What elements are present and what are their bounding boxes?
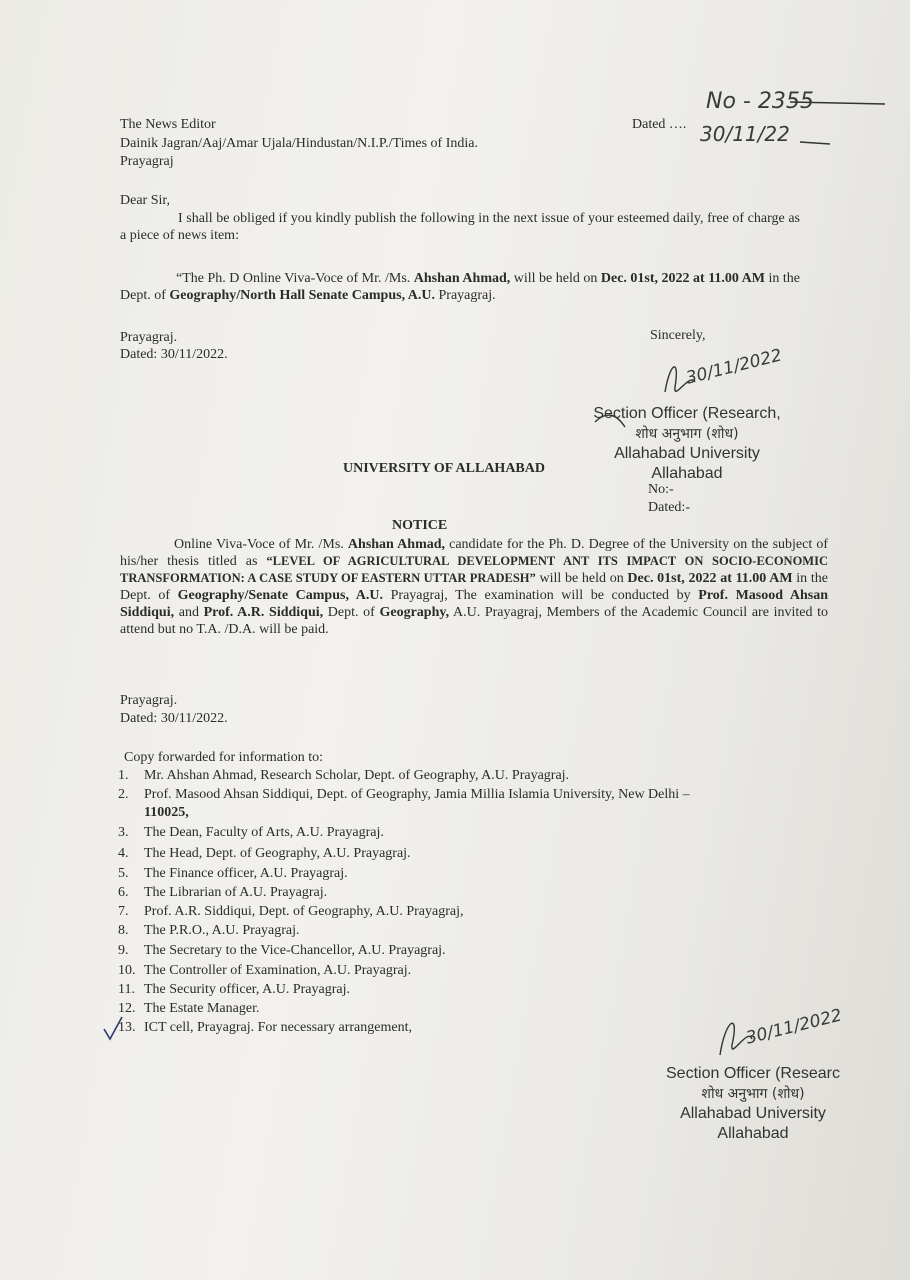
stamp-line-2: शोध अनुभाग (शोध): [701, 1086, 805, 1102]
handwritten-reference-number: No - 2355: [706, 89, 814, 114]
notice-dated: Dated: 30/11/2022.: [120, 711, 228, 726]
letter-body: I shall be obliged if you kindly publish the following in the next issue of your esteemed daily, free of charge as a piece of news item:: [120, 211, 800, 243]
list-item: 11. The Security officer, A.U. Prayagraj.: [118, 982, 351, 997]
tick-mark: [100, 1015, 130, 1045]
notice-paragraph: Online Viva-Voce of Mr. /Ms. Ahshan Ahmad, candidate for the Ph. D. Degree of the University on the subject of his/her thesis titled as “LEVEL OF AGRICULTURAL DEVELOPMENT ANT ITS IMPACT ON SOCIO-ECONOMIC TRANSFORMATION: A CASE STUDY OF EASTERN UTTAR PRADESH” will be held on Dec. 01st, 2022 at 11.00 AM in the Dept. of Geography/Senate Campus, A.U. Prayagraj, The examination will be conducted by Prof. Masood Ahsan Siddiqui, and Prof. A.R. Siddiqui, Dept. of Geography, A.U. Prayagraj, Members of the Academic Council are invited to attend but no T.A. /D.A. will be paid.: [120, 537, 828, 637]
list-item: 110025,: [144, 805, 189, 820]
list-item: 10. The Controller of Examination, A.U. Prayagraj.: [118, 963, 412, 978]
addressee-line-1: The News Editor: [120, 117, 216, 132]
university-name: UNIVERSITY OF ALLAHABAD: [343, 461, 545, 476]
notice-dated-label: Dated:-: [648, 500, 690, 515]
list-item: 2. Prof. Masood Ahsan Siddiqui, Dept. of Geography, Jamia Millia Islamia University, New Delhi –: [118, 787, 690, 802]
section-officer-stamp-2: [648, 1064, 858, 1144]
stamp-line-4: Allahabad: [651, 465, 723, 482]
list-item: 5. The Finance officer, A.U. Prayagraj.: [118, 866, 348, 881]
list-item: 7. Prof. A.R. Siddiqui, Dept. of Geography, A.U. Prayagraj,: [118, 904, 464, 919]
list-item: 6. The Librarian of A.U. Prayagraj.: [118, 885, 328, 900]
stamp-line-4: Allahabad: [717, 1125, 789, 1142]
list-item: 12. The Estate Manager.: [118, 1001, 260, 1016]
salutation: Dear Sir,: [120, 193, 170, 208]
stamp-line-3: Allahabad University: [680, 1105, 826, 1122]
stamp-line-1: Section Officer (Research,: [593, 405, 781, 422]
notice-title: NOTICE: [392, 518, 448, 533]
addressee-line-3: Prayagraj: [120, 154, 174, 169]
signature-date: 30/11/2022: [684, 345, 784, 389]
handwritten-underline: [790, 100, 890, 150]
list-item: 9. The Secretary to the Vice-Chancellor, A.U. Prayagraj.: [118, 943, 446, 958]
handwritten-date: 30/11/22: [700, 122, 790, 146]
copy-heading: Copy forwarded for information to:: [124, 750, 324, 765]
list-item: 13. ICT cell, Prayagraj. For necessary arrangement,: [118, 1020, 412, 1035]
notice-no-label: No:-: [648, 482, 674, 497]
letter-place: Prayagraj.: [120, 330, 178, 345]
letter-dated: Dated: 30/11/2022.: [120, 347, 228, 362]
list-item: 3. The Dean, Faculty of Arts, A.U. Prayagraj.: [118, 825, 384, 840]
signature-date-2: 30/11/2022: [744, 1005, 844, 1049]
dated-label: Dated ….: [632, 117, 687, 132]
section-officer-stamp: [582, 404, 792, 484]
list-item: 4. The Head, Dept. of Geography, A.U. Prayagraj.: [118, 846, 411, 861]
stamp-line-3: Allahabad University: [614, 445, 760, 462]
closing: Sincerely,: [650, 328, 706, 343]
list-item: 1. Mr. Ahshan Ahmad, Research Scholar, Dept. of Geography, A.U. Prayagraj.: [118, 768, 570, 783]
addressee-line-2: Dainik Jagran/Aaj/Amar Ujala/Hindustan/N.I.P./Times of India.: [120, 136, 478, 151]
news-item-quote: “The Ph. D Online Viva-Voce of Mr. /Ms. Ahshan Ahmad, will be held on Dec. 01st, 2022 at 11.00 AM in the Dept. of Geography/North Hall Senate Campus, A.U. Prayagraj.: [120, 271, 800, 303]
stamp-line-2: शोध अनुभाग (शोध): [635, 426, 739, 442]
list-item: 8. The P.R.O., A.U. Prayagraj.: [118, 923, 300, 938]
stamp-line-1: Section Officer (Researc: [666, 1065, 840, 1082]
notice-place: Prayagraj.: [120, 693, 178, 708]
